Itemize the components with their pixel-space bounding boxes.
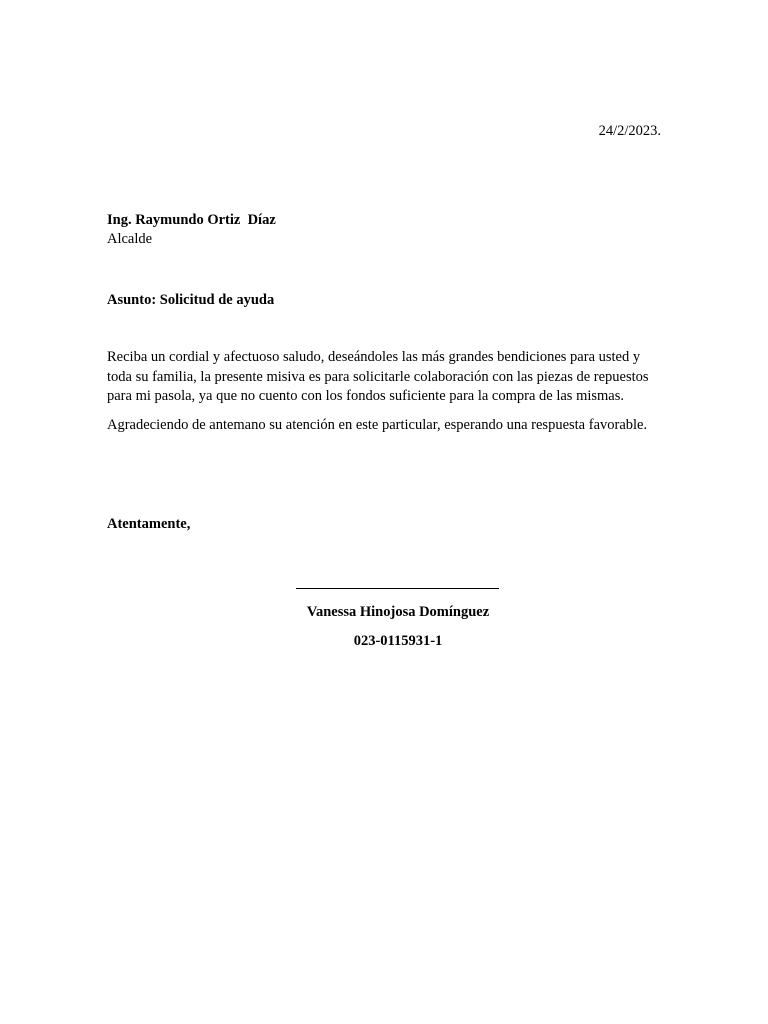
- body-paragraph-1: Reciba un cordial y afectuoso saludo, deseándoles las más grandes bendiciones para usted y toda su familia, la presente misiva es para solicitarle colaboración con las piezas de repuestos para mi pasola, ya que no cuento con los fondos suficiente para la compra de las mismas.: [107, 349, 649, 404]
- signer-name: Vanessa Hinojosa Domínguez: [306, 604, 490, 620]
- recipient-title: Alcalde: [107, 231, 153, 247]
- letter-date: 24/2/2023.: [598, 123, 661, 139]
- signer-id: 023-0115931-1: [353, 633, 443, 649]
- body-paragraph-2: Agradeciendo de antemano su atención en este particular, esperando una respuesta favorable.: [107, 416, 648, 433]
- signature-line: [296, 588, 499, 589]
- letter-subject: Asunto: Solicitud de ayuda: [107, 292, 275, 308]
- letter-body: [107, 348, 663, 444]
- recipient-name: Ing. Raymundo Ortiz Díaz: [107, 212, 276, 228]
- letter-closing: Atentamente,: [107, 516, 191, 532]
